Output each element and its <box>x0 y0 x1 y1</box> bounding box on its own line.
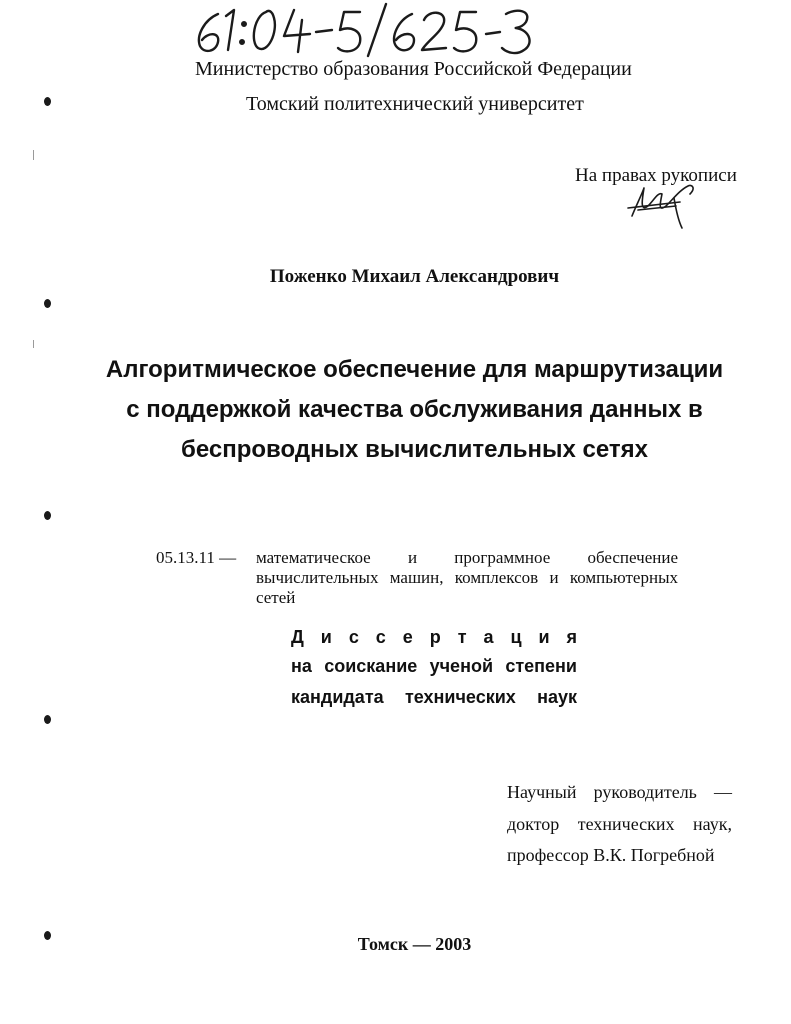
scan-dot <box>44 299 51 308</box>
advisor-role: Научный руководитель — <box>507 782 732 802</box>
degree-name: кандидата технических наук <box>291 687 577 707</box>
thesis-title-line: беспроводных вычислительных сетях <box>181 436 648 463</box>
specialty-description: математическое и программное обеспечение вычислительных машин, комплексов и компьютерных сетей <box>256 548 678 607</box>
scan-mark <box>33 150 34 160</box>
advisor-degree: доктор технических наук, <box>507 814 732 834</box>
scan-dot <box>44 715 51 724</box>
manuscript-rights-label: На правах рукописи <box>575 165 737 186</box>
author-name: Поженко Михаил Александрович <box>269 266 560 287</box>
scan-dot <box>44 511 51 520</box>
author-signature <box>618 176 708 232</box>
degree-purpose: на соискание ученой степени <box>291 656 577 676</box>
scan-mark <box>33 340 34 348</box>
thesis-title-line: Алгоритмическое обеспечение для маршрутизации <box>105 356 724 383</box>
advisor-name: профессор В.К. Погребной <box>507 845 715 865</box>
scan-dot <box>44 931 51 940</box>
university-name: Томский политехнический университет <box>246 93 584 115</box>
city-year: Томск — 2003 <box>357 934 472 954</box>
thesis-title-line: с поддержкой качества обслуживания данных в <box>126 396 703 423</box>
dissertation-label: Д и с с е р т а ц и я <box>291 627 577 647</box>
scan-dot <box>44 97 51 106</box>
handwritten-code <box>190 2 550 58</box>
specialty-code: 05.13.11 — <box>156 548 237 567</box>
ministry-name: Министерство образования Российской Федерации <box>195 58 632 80</box>
